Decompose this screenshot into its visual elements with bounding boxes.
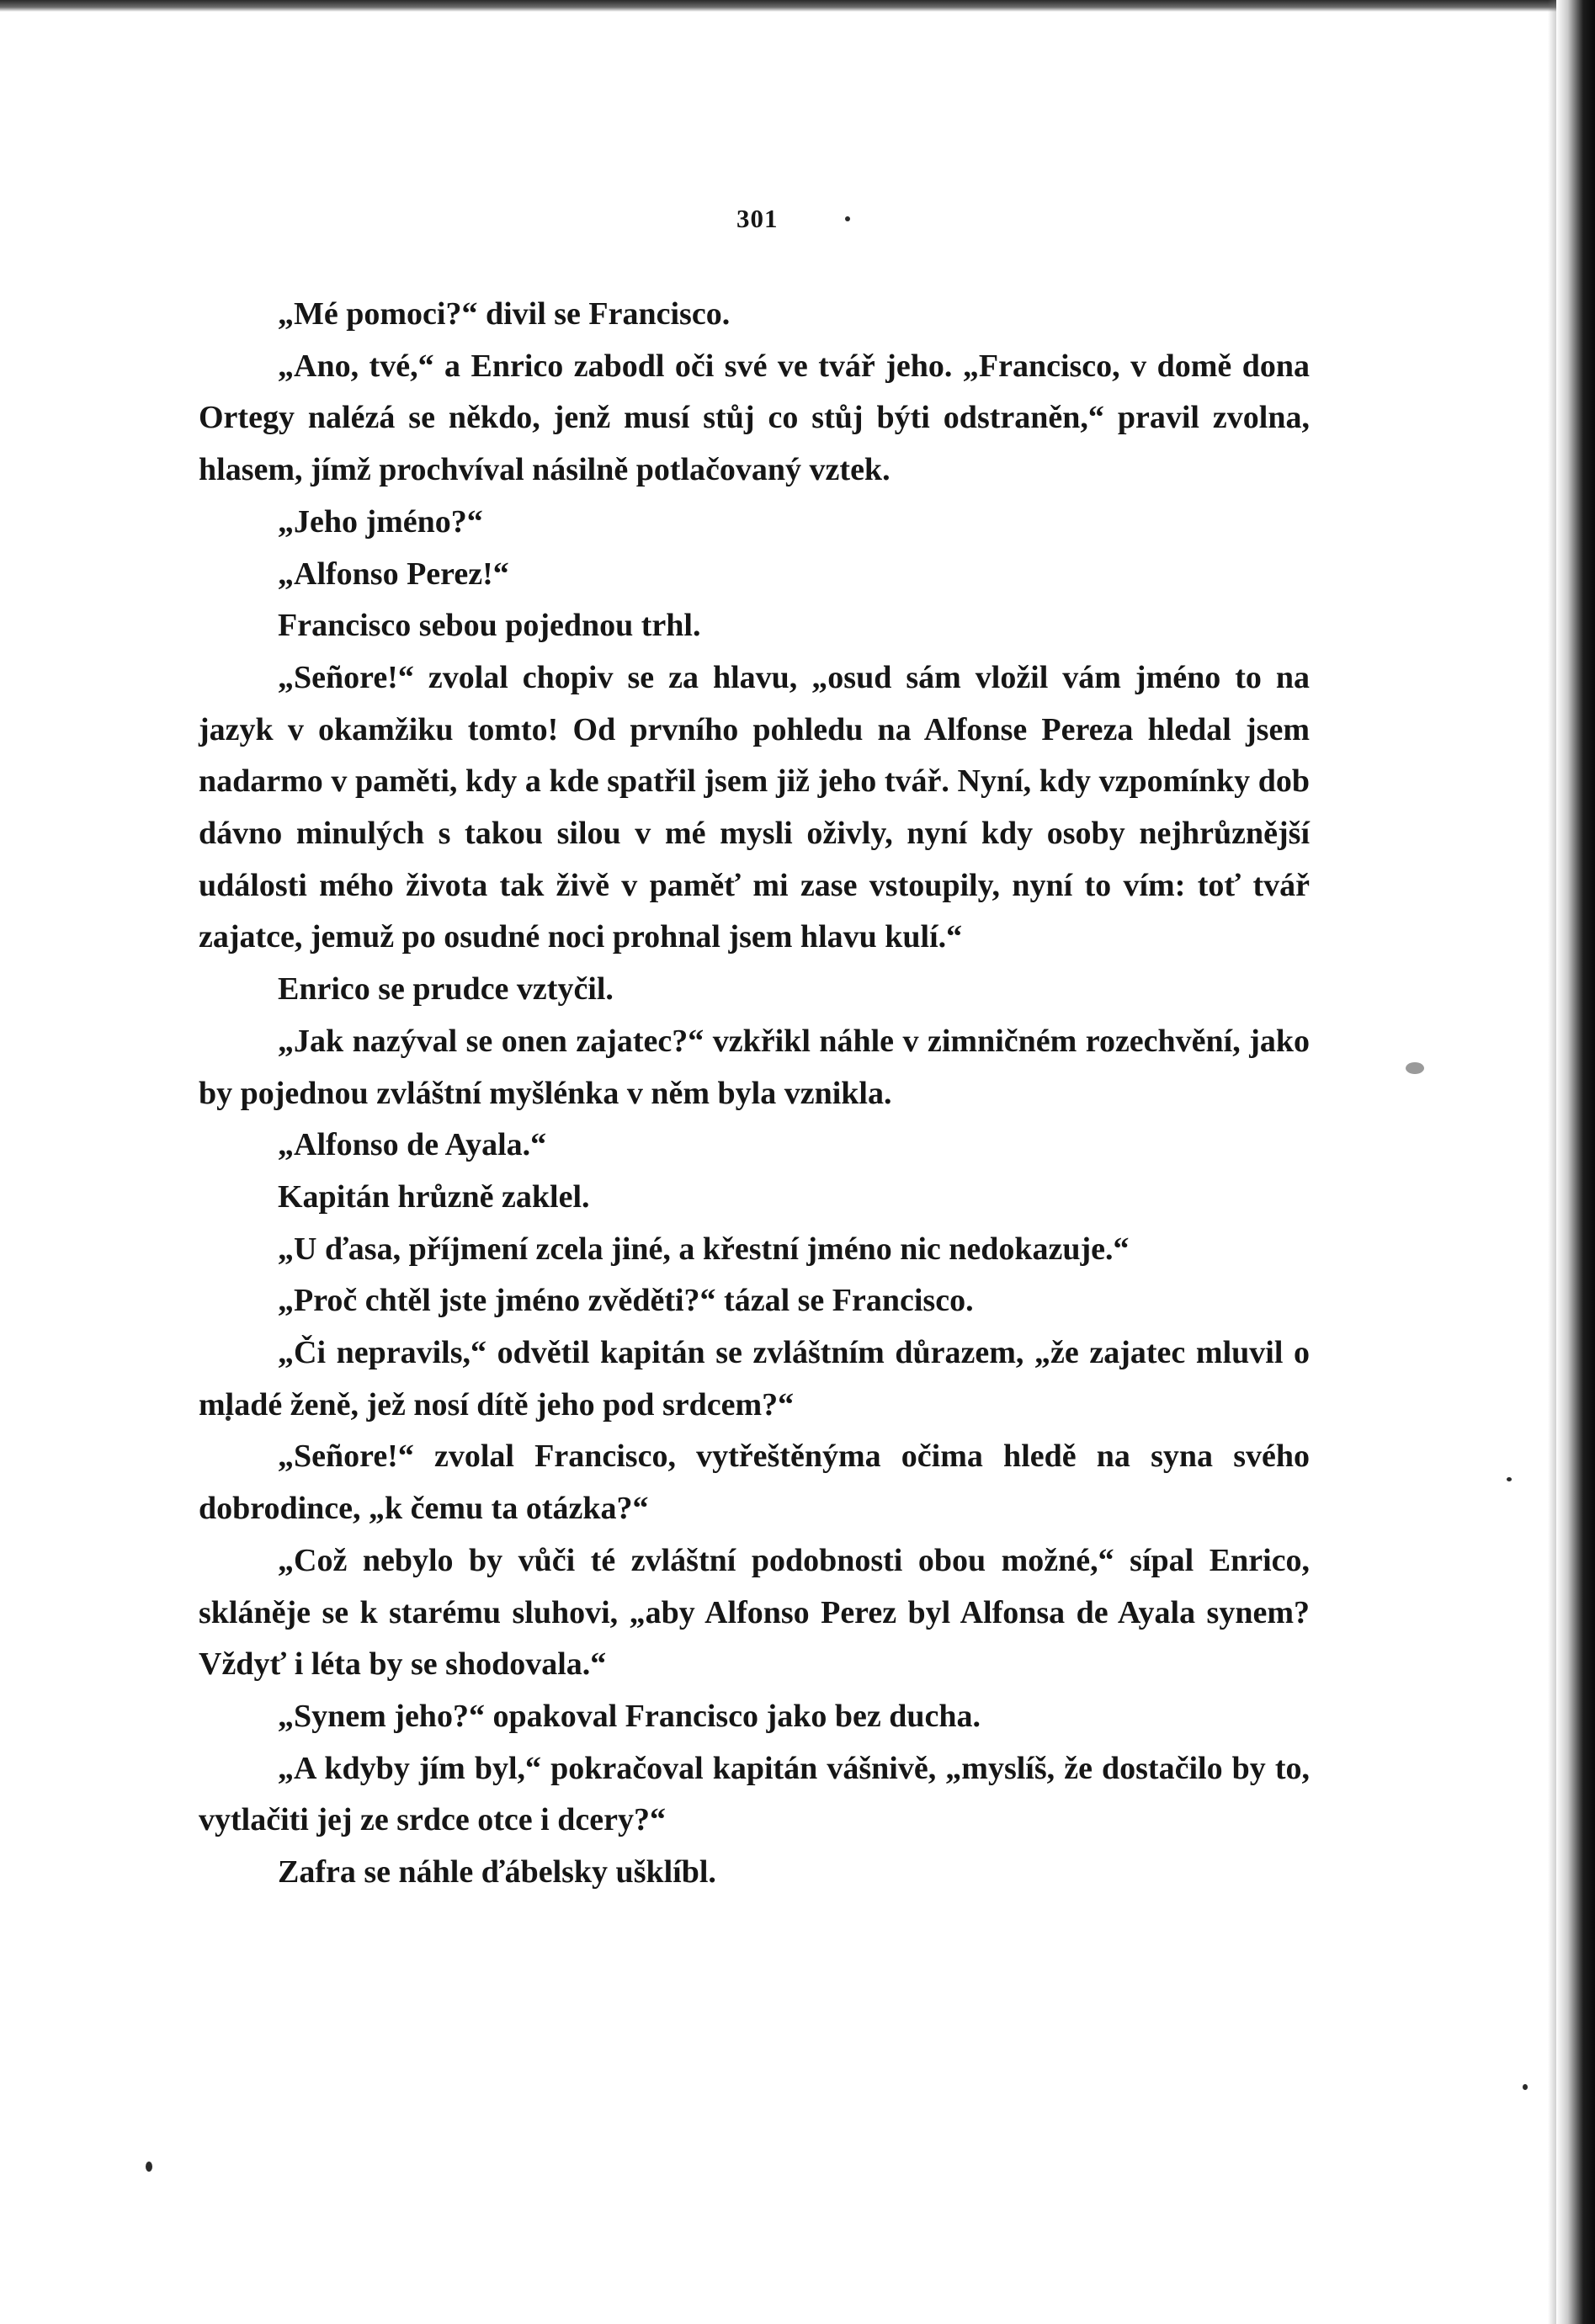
paragraph: Zafra se náhle ďábelsky ušklíbl.	[278, 1854, 716, 1891]
ink-speck	[845, 216, 850, 221]
scan-top-edge	[0, 0, 1595, 12]
page-text	[199, 289, 1310, 1899]
scan-right-edge	[1556, 0, 1595, 2324]
paragraph: Francisco sebou pojednou trhl.	[278, 608, 701, 644]
paragraph: „Alfonso Perez!“	[278, 556, 509, 592]
paragraph: „Či nepravils,“ odvětil kapitán se zvláštním důrazem, „že zajatec mluvil o mladé ženě, jež nosí dítě jeho pod srdcem?“	[199, 1335, 1310, 1423]
ink-speck	[146, 2162, 152, 2172]
scan-right-shadow	[1548, 0, 1556, 2324]
page-number: 301	[736, 204, 779, 233]
paragraph: „Mé pomoci?“ divil se Francisco.	[278, 296, 731, 332]
paragraph: „Jeho jméno?“	[278, 503, 483, 540]
paragraph: „Señore!“ zvolal Francisco, vytřeštěnýma očima hledě na syna svého dobrodince, „k čemu ta otázka?“	[199, 1439, 1310, 1527]
paragraph: „Señore!“ zvolal chopiv se za hlavu, „osud sám vložil vám jméno to na jazyk v okamžiku tomto! Od prvního pohledu na Alfonse Pereza hledal jsem nadarmo v paměti, kdy a kde spatřil jsem již jeho tvář. Nyní, kdy vzpomínky dob dávno minulých s takou silou v mé mysli oživly, nyní kdy osoby nejhrůznější události mého života tak živě v paměť mi zase vstoupily, nyní to vím: toť tvář zajatce, jemuž po osudné noci prohnal jsem hlavu kulí.“	[199, 659, 1310, 955]
ink-speck	[1406, 1062, 1424, 1074]
paragraph: „Což nebylo by vůči té zvláštní podobnosti obou možné,“ sípal Enrico, skláněje se k starému sluhovi, „aby Alfonso Perez byl Alfonsa de Ayala synem? Vždyť i léta by se shodovala.“	[199, 1542, 1310, 1683]
paragraph: „Proč chtěl jste jméno zvěděti?“ tázal se Francisco.	[278, 1283, 974, 1319]
paragraph: Kapitán hrůzně zaklel.	[278, 1178, 590, 1215]
paragraph: „Synem jeho?“ opakoval Francisco jako bez ducha.	[278, 1698, 981, 1734]
paragraph: „Jak nazýval se onen zajatec?“ vzkřikl náhle v zimničném rozechvění, jako by pojednou zvláštní myšlénka v něm byla vznikla.	[199, 1023, 1310, 1111]
ink-speck	[1507, 1477, 1512, 1481]
ink-speck	[1523, 2084, 1528, 2090]
paragraph: Enrico se prudce vztyčil.	[278, 971, 614, 1008]
paragraph: „U ďasa, příjmení zcela jiné, a křestní jméno nic nedokazuje.“	[278, 1231, 1130, 1267]
paragraph: „A kdyby jím byl,“ pokračoval kapitán vášnivě, „myslíš, že dostačilo by to, vytlačiti jej ze srdce otce i dcery?“	[199, 1750, 1310, 1838]
paragraph: „Alfonso de Ayala.“	[278, 1127, 547, 1163]
paragraph: „Ano, tvé,“ a Enrico zabodl oči své ve tvář jeho. „Francisco, v domě dona Ortegy nalézá se někdo, jenž musí stůj co stůj býti odstraněn,“ pravil zvolna, hlasem, jímž prochvíval násilně potlačovaný vztek.	[199, 348, 1310, 488]
